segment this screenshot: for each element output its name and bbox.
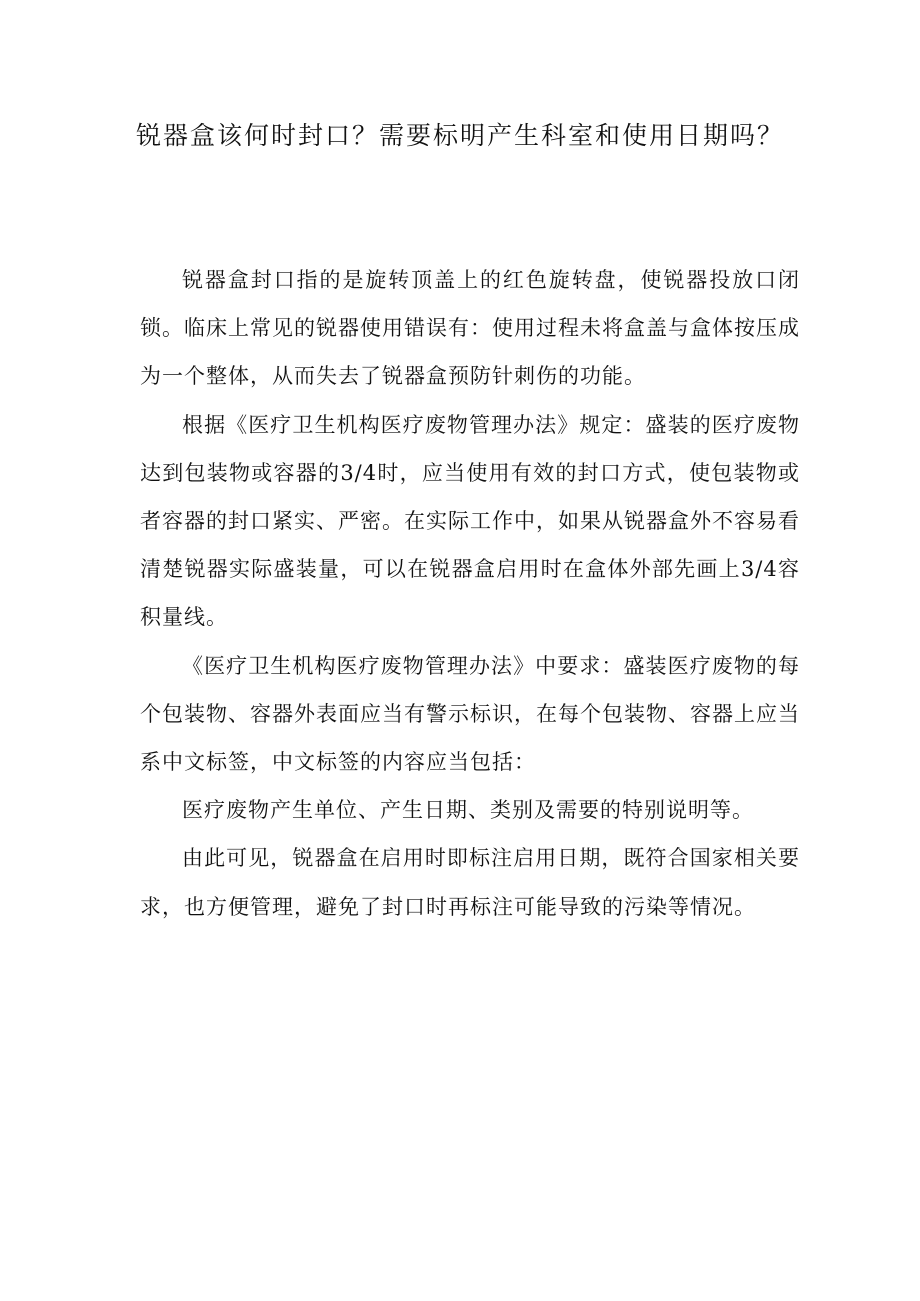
paragraph: 医疗废物产生单位、产生日期、类别及需要的特别说明等。 bbox=[182, 798, 754, 823]
document-body bbox=[140, 256, 800, 931]
paragraph: 《医疗卫生机构医疗废物管理办法》中要求：盛装医疗废物的每个包装物、容器外表面应当有警示标识，在每个包装物、容器上应当系中文标签，中文标签的内容应当包括： bbox=[140, 653, 800, 775]
paragraph: 锐器盒封口指的是旋转顶盖上的红色旋转盘，使锐器投放口闭锁。临床上常见的锐器使用错误有：使用过程未将盒盖与盒体按压成为一个整体，从而失去了锐器盒预防针刺伤的功能。 bbox=[140, 268, 800, 389]
paragraph: 由此可见，锐器盒在启用时即标注启用日期，既符合国家相关要求，也方便管理，避免了封口时再标注可能导致的污染等情况。 bbox=[140, 846, 800, 919]
paragraph: 根据《医疗卫生机构医疗废物管理办法》规定：盛装的医疗废物达到包装物或容器的3/4时，应当使用有效的封口方式，使包装物或者容器的封口紧实、严密。在实际工作中，如果从锐器盒外不容易看清楚锐器实际盛装量，可以在锐器盒启用时在盒体外部先画上3/4容积量线。 bbox=[140, 412, 800, 630]
document-title: 锐器盒该何时封口？需要标明产生科室和使用日期吗？ bbox=[135, 121, 784, 150]
